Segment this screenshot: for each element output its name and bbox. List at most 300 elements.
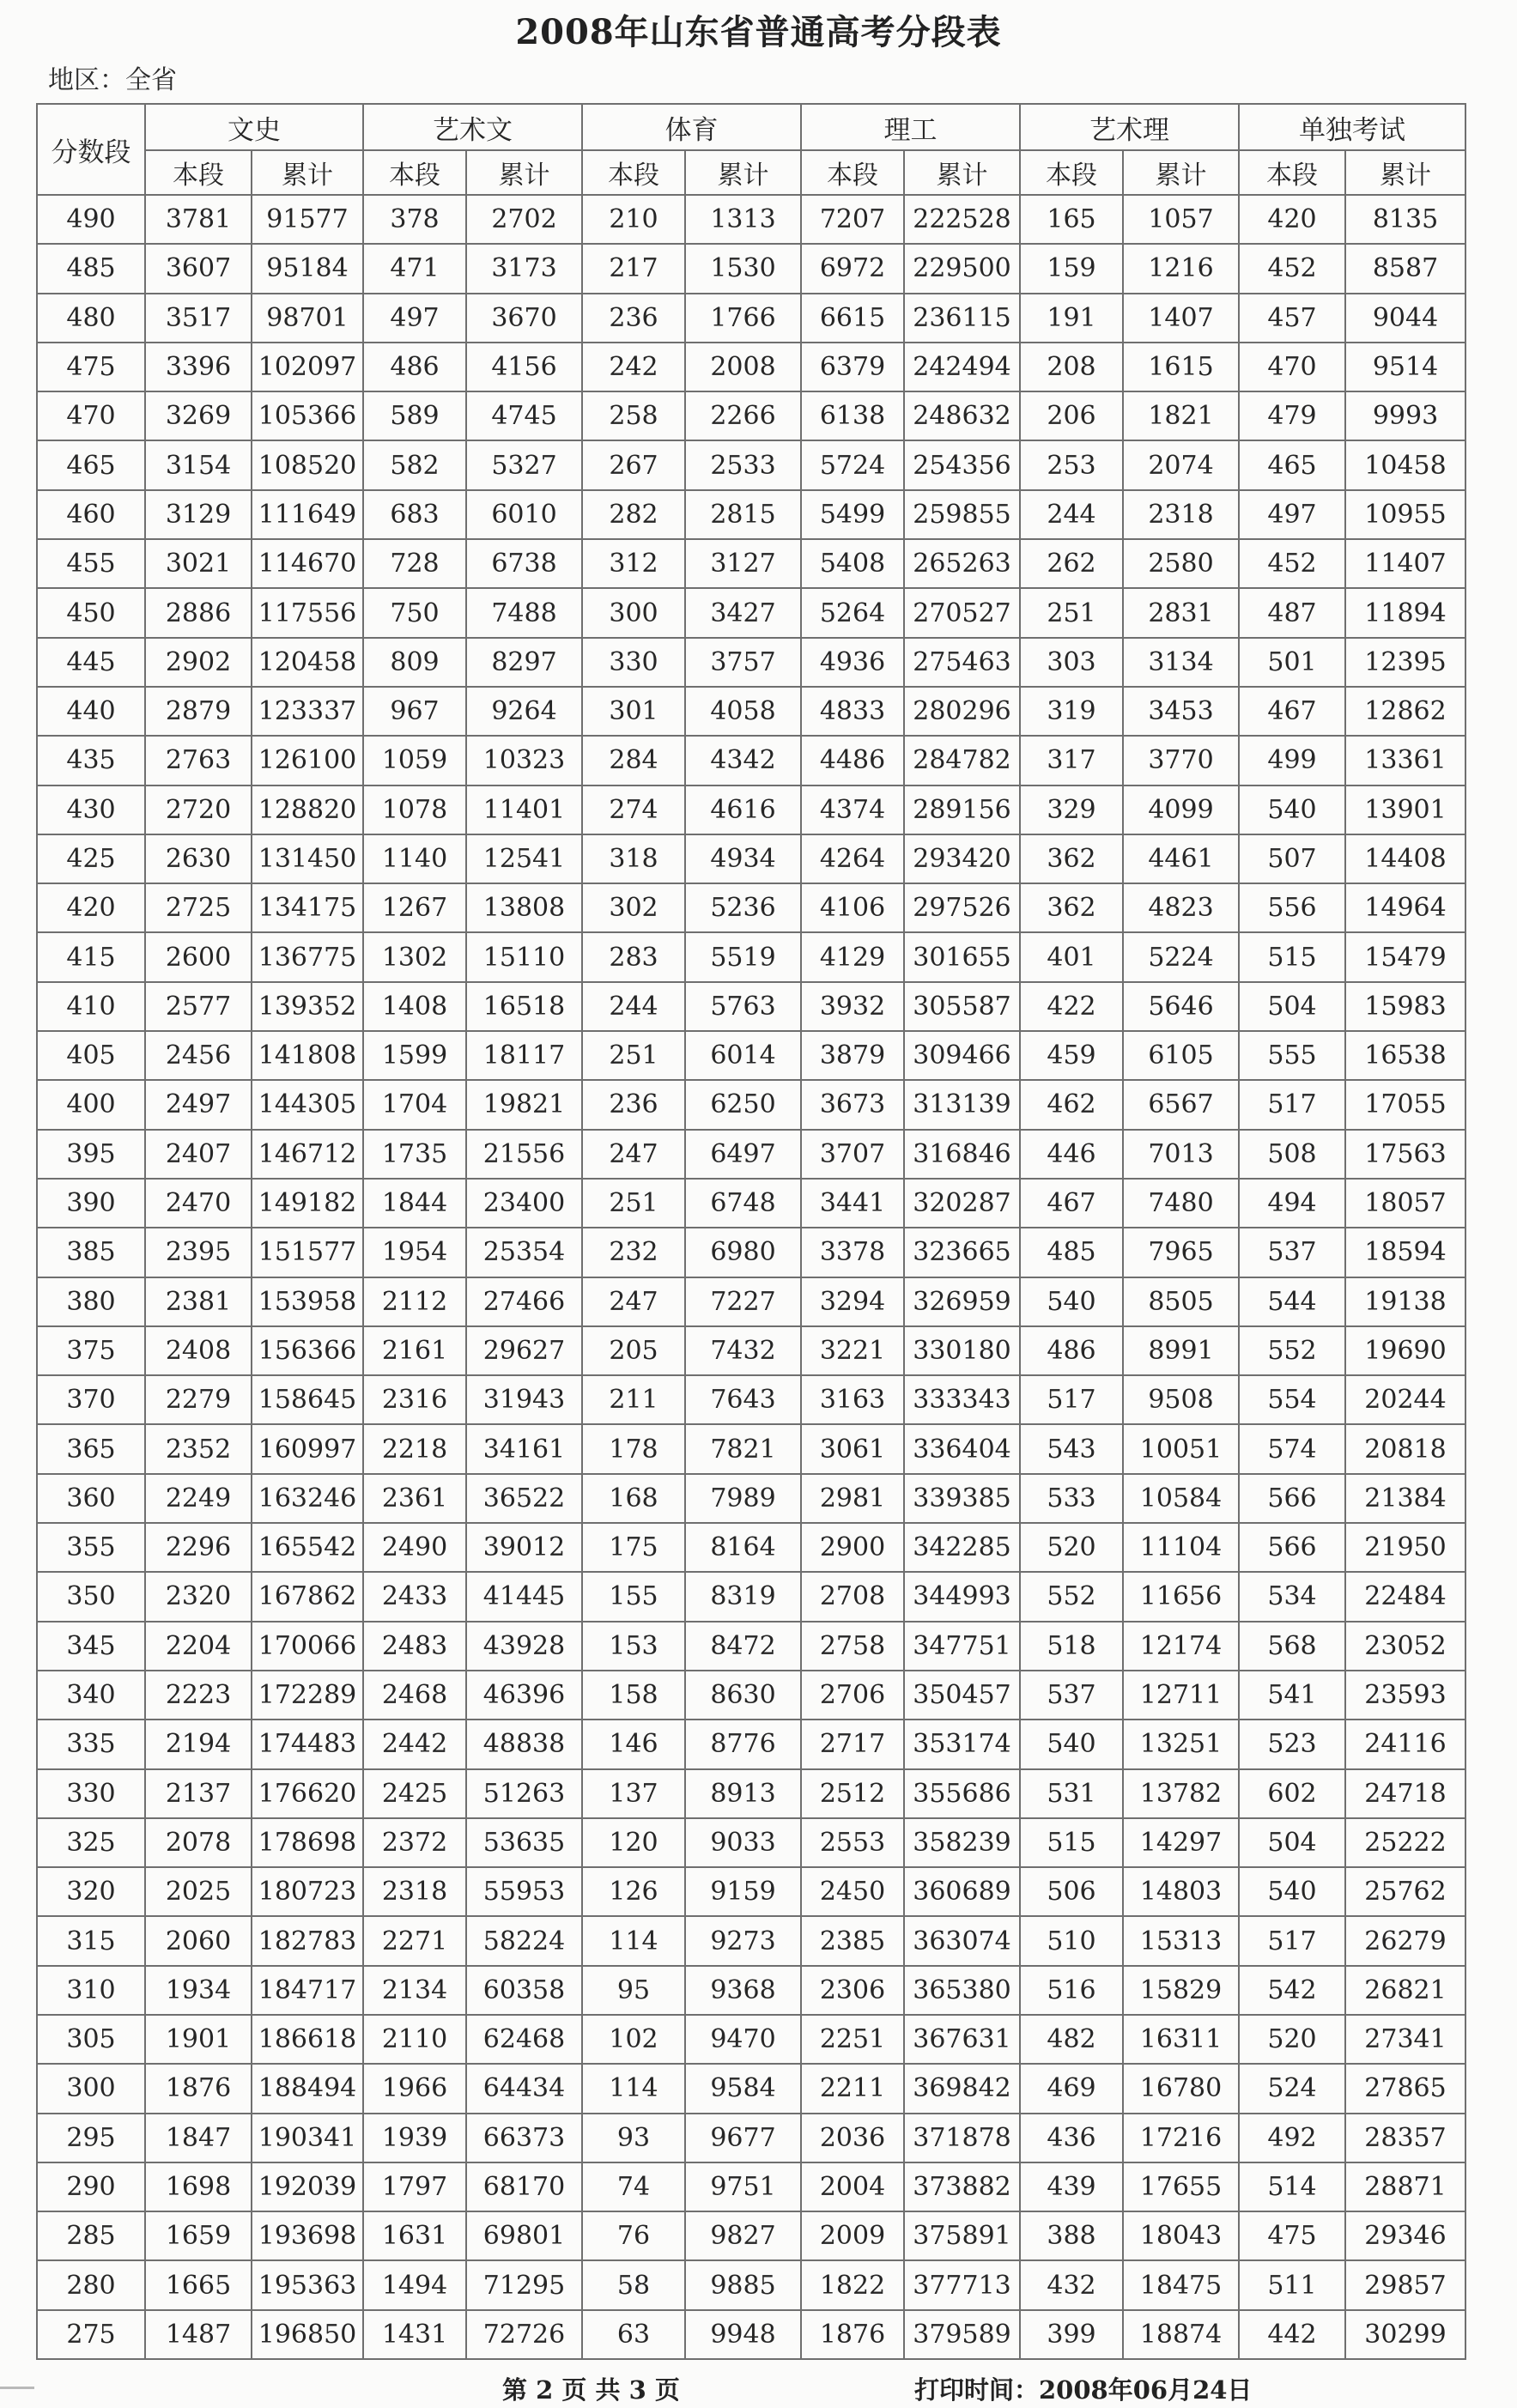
count-cell: 540 xyxy=(1239,785,1345,834)
count-cell: 2758 xyxy=(801,1622,904,1671)
score-cell: 400 xyxy=(37,1080,145,1129)
count-cell: 6972 xyxy=(801,244,904,293)
count-cell: 5264 xyxy=(801,588,904,637)
count-cell: 2763 xyxy=(145,736,252,785)
count-cell: 24718 xyxy=(1345,1769,1465,1818)
count-cell: 2296 xyxy=(145,1523,252,1572)
count-cell: 330 xyxy=(582,638,685,687)
count-cell: 3427 xyxy=(685,588,801,637)
count-cell: 293420 xyxy=(904,834,1020,883)
count-cell: 289156 xyxy=(904,785,1020,834)
count-cell: 9827 xyxy=(685,2211,801,2260)
count-cell: 4342 xyxy=(685,736,801,785)
count-cell: 126 xyxy=(582,1867,685,1916)
print-time: 打印时间：2008年06月24日 xyxy=(914,2375,1253,2405)
count-cell: 471 xyxy=(363,244,466,293)
count-cell: 422 xyxy=(1020,982,1123,1031)
count-cell: 2036 xyxy=(801,2114,904,2162)
count-cell: 284782 xyxy=(904,736,1020,785)
count-cell: 2318 xyxy=(363,1867,466,1916)
count-cell: 3932 xyxy=(801,982,904,1031)
count-cell: 486 xyxy=(1020,1326,1123,1375)
count-cell: 2316 xyxy=(363,1375,466,1424)
count-cell: 339385 xyxy=(904,1474,1020,1523)
count-cell: 3517 xyxy=(145,294,252,343)
count-cell: 1844 xyxy=(363,1179,466,1228)
count-cell: 17055 xyxy=(1345,1080,1465,1129)
count-cell: 5499 xyxy=(801,490,904,539)
count-cell: 210 xyxy=(582,195,685,244)
count-cell: 21556 xyxy=(466,1130,582,1179)
count-cell: 2433 xyxy=(363,1572,466,1621)
count-cell: 313139 xyxy=(904,1080,1020,1129)
score-cell: 315 xyxy=(37,1916,145,1965)
count-cell: 13782 xyxy=(1123,1769,1239,1818)
sub-header-segment: 本段 xyxy=(801,150,904,195)
score-cell: 420 xyxy=(37,883,145,932)
score-cell: 375 xyxy=(37,1326,145,1375)
count-cell: 163246 xyxy=(252,1474,363,1523)
table-row xyxy=(37,932,1465,981)
count-cell: 23593 xyxy=(1345,1671,1465,1720)
count-cell: 4833 xyxy=(801,687,904,736)
count-cell: 39012 xyxy=(466,1523,582,1572)
count-cell: 1659 xyxy=(145,2211,252,2260)
count-cell: 128820 xyxy=(252,785,363,834)
count-cell: 5224 xyxy=(1123,932,1239,981)
count-cell: 3396 xyxy=(145,343,252,391)
count-cell: 518 xyxy=(1020,1622,1123,1671)
count-cell: 2600 xyxy=(145,932,252,981)
count-cell: 16780 xyxy=(1123,2064,1239,2113)
count-cell: 11407 xyxy=(1345,539,1465,588)
count-cell: 1665 xyxy=(145,2260,252,2309)
count-cell: 378 xyxy=(363,195,466,244)
count-cell: 180723 xyxy=(252,1867,363,1916)
count-cell: 2981 xyxy=(801,1474,904,1523)
score-cell: 380 xyxy=(37,1277,145,1326)
count-cell: 602 xyxy=(1239,1769,1345,1818)
count-cell: 4616 xyxy=(685,785,801,834)
count-cell: 540 xyxy=(1020,1720,1123,1768)
count-cell: 16538 xyxy=(1345,1031,1465,1080)
count-cell: 48838 xyxy=(466,1720,582,1768)
score-cell: 470 xyxy=(37,391,145,440)
count-cell: 3607 xyxy=(145,244,252,293)
count-cell: 262 xyxy=(1020,539,1123,588)
count-cell: 8630 xyxy=(685,1671,801,1720)
count-cell: 193698 xyxy=(252,2211,363,2260)
count-cell: 2456 xyxy=(145,1031,252,1080)
count-cell: 8776 xyxy=(685,1720,801,1768)
count-cell: 2110 xyxy=(363,2015,466,2064)
count-cell: 178698 xyxy=(252,1818,363,1867)
score-cell: 385 xyxy=(37,1228,145,1277)
count-cell: 543 xyxy=(1020,1424,1123,1473)
table-row xyxy=(37,1031,1465,1080)
score-cell: 460 xyxy=(37,490,145,539)
count-cell: 117556 xyxy=(252,588,363,637)
count-cell: 728 xyxy=(363,539,466,588)
score-cell: 350 xyxy=(37,1572,145,1621)
table-row xyxy=(37,1228,1465,1277)
count-cell: 7432 xyxy=(685,1326,801,1375)
count-cell: 98701 xyxy=(252,294,363,343)
count-cell: 312 xyxy=(582,539,685,588)
count-cell: 17563 xyxy=(1345,1130,1465,1179)
count-cell: 470 xyxy=(1239,343,1345,391)
count-cell: 146712 xyxy=(252,1130,363,1179)
count-cell: 247 xyxy=(582,1277,685,1326)
count-cell: 1078 xyxy=(363,785,466,834)
count-cell: 160997 xyxy=(252,1424,363,1473)
count-cell: 71295 xyxy=(466,2260,582,2309)
score-cell: 320 xyxy=(37,1867,145,1916)
score-cell: 340 xyxy=(37,1671,145,1720)
count-cell: 105366 xyxy=(252,391,363,440)
count-cell: 552 xyxy=(1020,1572,1123,1621)
count-cell: 5408 xyxy=(801,539,904,588)
table-row xyxy=(37,1818,1465,1867)
count-cell: 469 xyxy=(1020,2064,1123,2113)
count-cell: 155 xyxy=(582,1572,685,1621)
count-cell: 2204 xyxy=(145,1622,252,1671)
count-cell: 6497 xyxy=(685,1130,801,1179)
count-cell: 1302 xyxy=(363,932,466,981)
table-row xyxy=(37,883,1465,932)
count-cell: 10051 xyxy=(1123,1424,1239,1473)
score-cell: 330 xyxy=(37,1769,145,1818)
count-cell: 18043 xyxy=(1123,2211,1239,2260)
count-cell: 165542 xyxy=(252,1523,363,1572)
count-cell: 62468 xyxy=(466,2015,582,2064)
count-cell: 809 xyxy=(363,638,466,687)
count-cell: 184717 xyxy=(252,1966,363,2015)
count-cell: 301 xyxy=(582,687,685,736)
count-cell: 28871 xyxy=(1345,2162,1465,2211)
count-cell: 1487 xyxy=(145,2310,252,2359)
score-cell: 345 xyxy=(37,1622,145,1671)
count-cell: 9751 xyxy=(685,2162,801,2211)
table-row xyxy=(37,1523,1465,1572)
count-cell: 683 xyxy=(363,490,466,539)
count-cell: 12395 xyxy=(1345,638,1465,687)
count-cell: 17655 xyxy=(1123,2162,1239,2211)
count-cell: 27865 xyxy=(1345,2064,1465,2113)
count-cell: 9885 xyxy=(685,2260,801,2309)
count-cell: 537 xyxy=(1239,1228,1345,1277)
count-cell: 123337 xyxy=(252,687,363,736)
count-cell: 12862 xyxy=(1345,687,1465,736)
count-cell: 29627 xyxy=(466,1326,582,1375)
count-cell: 2442 xyxy=(363,1720,466,1768)
table-row xyxy=(37,1622,1465,1671)
count-cell: 2706 xyxy=(801,1671,904,1720)
count-cell: 4099 xyxy=(1123,785,1239,834)
score-cell: 445 xyxy=(37,638,145,687)
count-cell: 486 xyxy=(363,343,466,391)
table-row xyxy=(37,982,1465,1031)
group-header-wenshi: 文史 xyxy=(145,104,363,150)
count-cell: 205 xyxy=(582,1326,685,1375)
count-cell: 7227 xyxy=(685,1277,801,1326)
count-cell: 487 xyxy=(1239,588,1345,637)
count-cell: 336404 xyxy=(904,1424,1020,1473)
count-cell: 2886 xyxy=(145,588,252,637)
score-cell: 370 xyxy=(37,1375,145,1424)
count-cell: 146 xyxy=(582,1720,685,1768)
count-cell: 3127 xyxy=(685,539,801,588)
score-cell: 395 xyxy=(37,1130,145,1179)
count-cell: 3061 xyxy=(801,1424,904,1473)
count-cell: 8505 xyxy=(1123,1277,1239,1326)
count-cell: 514 xyxy=(1239,2162,1345,2211)
count-cell: 6748 xyxy=(685,1179,801,1228)
table-row xyxy=(37,343,1465,391)
count-cell: 5519 xyxy=(685,932,801,981)
count-cell: 43928 xyxy=(466,1622,582,1671)
count-cell: 442 xyxy=(1239,2310,1345,2359)
count-cell: 31943 xyxy=(466,1375,582,1424)
count-cell: 302 xyxy=(582,883,685,932)
count-cell: 4129 xyxy=(801,932,904,981)
count-cell: 2249 xyxy=(145,1474,252,1523)
table-row xyxy=(37,294,1465,343)
count-cell: 3453 xyxy=(1123,687,1239,736)
count-cell: 18475 xyxy=(1123,2260,1239,2309)
count-cell: 1698 xyxy=(145,2162,252,2211)
table-row xyxy=(37,2064,1465,2113)
table-row xyxy=(37,2211,1465,2260)
score-cell: 440 xyxy=(37,687,145,736)
count-cell: 2025 xyxy=(145,1867,252,1916)
count-cell: 4106 xyxy=(801,883,904,932)
count-cell: 46396 xyxy=(466,1671,582,1720)
count-cell: 248632 xyxy=(904,391,1020,440)
count-cell: 358239 xyxy=(904,1818,1020,1867)
count-cell: 280296 xyxy=(904,687,1020,736)
count-cell: 2630 xyxy=(145,834,252,883)
count-cell: 6250 xyxy=(685,1080,801,1129)
count-cell: 344993 xyxy=(904,1572,1020,1621)
score-cell: 490 xyxy=(37,195,145,244)
count-cell: 365380 xyxy=(904,1966,1020,2015)
count-cell: 7965 xyxy=(1123,1228,1239,1277)
count-cell: 517 xyxy=(1239,1080,1345,1129)
sub-header-cumulative: 累计 xyxy=(466,150,582,195)
count-cell: 111649 xyxy=(252,490,363,539)
count-cell: 6138 xyxy=(801,391,904,440)
count-cell: 5724 xyxy=(801,440,904,489)
count-cell: 347751 xyxy=(904,1622,1020,1671)
count-cell: 2266 xyxy=(685,391,801,440)
table-row xyxy=(37,1424,1465,1473)
table-row xyxy=(37,1720,1465,1768)
count-cell: 6379 xyxy=(801,343,904,391)
count-cell: 1847 xyxy=(145,2114,252,2162)
count-cell: 367631 xyxy=(904,2015,1020,2064)
count-cell: 9044 xyxy=(1345,294,1465,343)
count-cell: 2902 xyxy=(145,638,252,687)
count-cell: 316846 xyxy=(904,1130,1020,1179)
count-cell: 102 xyxy=(582,2015,685,2064)
count-cell: 540 xyxy=(1239,1867,1345,1916)
count-cell: 3879 xyxy=(801,1031,904,1080)
table-row xyxy=(37,1916,1465,1965)
count-cell: 452 xyxy=(1239,244,1345,293)
table-row xyxy=(37,2114,1465,2162)
table-row xyxy=(37,1326,1465,1375)
count-cell: 1704 xyxy=(363,1080,466,1129)
count-cell: 497 xyxy=(1239,490,1345,539)
table-row xyxy=(37,1867,1465,1916)
count-cell: 114 xyxy=(582,1916,685,1965)
count-cell: 303 xyxy=(1020,638,1123,687)
group-header-dandukaoshi: 单独考试 xyxy=(1239,104,1465,150)
count-cell: 12541 xyxy=(466,834,582,883)
count-cell: 9677 xyxy=(685,2114,801,2162)
count-cell: 13808 xyxy=(466,883,582,932)
table-row xyxy=(37,1474,1465,1523)
count-cell: 446 xyxy=(1020,1130,1123,1179)
table-row xyxy=(37,1572,1465,1621)
count-cell: 20818 xyxy=(1345,1424,1465,1473)
count-cell: 3134 xyxy=(1123,638,1239,687)
count-cell: 175 xyxy=(582,1523,685,1572)
count-cell: 29857 xyxy=(1345,2260,1465,2309)
count-cell: 3163 xyxy=(801,1375,904,1424)
count-cell: 1216 xyxy=(1123,244,1239,293)
count-cell: 373882 xyxy=(904,2162,1020,2211)
region-label: 地区： xyxy=(48,65,125,95)
count-cell: 156366 xyxy=(252,1326,363,1375)
table-row xyxy=(37,638,1465,687)
scan-edge-mark xyxy=(0,2387,34,2389)
sub-header-cumulative: 累计 xyxy=(1123,150,1239,195)
count-cell: 300 xyxy=(582,588,685,637)
count-cell: 8587 xyxy=(1345,244,1465,293)
count-cell: 329 xyxy=(1020,785,1123,834)
score-cell: 295 xyxy=(37,2114,145,2162)
count-cell: 55953 xyxy=(466,1867,582,1916)
count-cell: 36522 xyxy=(466,1474,582,1523)
count-cell: 508 xyxy=(1239,1130,1345,1179)
count-cell: 2194 xyxy=(145,1720,252,1768)
count-cell: 76 xyxy=(582,2211,685,2260)
count-cell: 23052 xyxy=(1345,1622,1465,1671)
count-cell: 69801 xyxy=(466,2211,582,2260)
count-cell: 15479 xyxy=(1345,932,1465,981)
count-cell: 523 xyxy=(1239,1720,1345,1768)
count-cell: 353174 xyxy=(904,1720,1020,1768)
count-cell: 21384 xyxy=(1345,1474,1465,1523)
score-table-container xyxy=(36,103,1465,2360)
score-cell: 325 xyxy=(37,1818,145,1867)
count-cell: 126100 xyxy=(252,736,363,785)
count-cell: 439 xyxy=(1020,2162,1123,2211)
count-cell: 2725 xyxy=(145,883,252,932)
count-cell: 3670 xyxy=(466,294,582,343)
region-value: 全省 xyxy=(125,65,177,95)
count-cell: 275463 xyxy=(904,638,1020,687)
count-cell: 11401 xyxy=(466,785,582,834)
count-cell: 2425 xyxy=(363,1769,466,1818)
table-row xyxy=(37,195,1465,244)
count-cell: 2395 xyxy=(145,1228,252,1277)
score-cell: 425 xyxy=(37,834,145,883)
count-cell: 1934 xyxy=(145,1966,252,2015)
count-cell: 4745 xyxy=(466,391,582,440)
count-cell: 1876 xyxy=(801,2310,904,2359)
count-cell: 459 xyxy=(1020,1031,1123,1080)
count-cell: 350457 xyxy=(904,1671,1020,1720)
count-cell: 1313 xyxy=(685,195,801,244)
count-cell: 6014 xyxy=(685,1031,801,1080)
count-cell: 3294 xyxy=(801,1277,904,1326)
count-cell: 1059 xyxy=(363,736,466,785)
count-cell: 18594 xyxy=(1345,1228,1465,1277)
count-cell: 494 xyxy=(1239,1179,1345,1228)
count-cell: 326959 xyxy=(904,1277,1020,1326)
count-cell: 2211 xyxy=(801,2064,904,2113)
count-cell: 25762 xyxy=(1345,1867,1465,1916)
count-cell: 244 xyxy=(582,982,685,1031)
count-cell: 2306 xyxy=(801,1966,904,2015)
score-cell: 390 xyxy=(37,1179,145,1228)
count-cell: 9508 xyxy=(1123,1375,1239,1424)
count-cell: 9159 xyxy=(685,1867,801,1916)
table-row xyxy=(37,1277,1465,1326)
count-cell: 2831 xyxy=(1123,588,1239,637)
count-cell: 7989 xyxy=(685,1474,801,1523)
count-cell: 436 xyxy=(1020,2114,1123,2162)
count-cell: 222528 xyxy=(904,195,1020,244)
count-cell: 1735 xyxy=(363,1130,466,1179)
count-cell: 153958 xyxy=(252,1277,363,1326)
table-row xyxy=(37,1130,1465,1179)
count-cell: 17216 xyxy=(1123,2114,1239,2162)
count-cell: 4936 xyxy=(801,638,904,687)
count-cell: 217 xyxy=(582,244,685,293)
count-cell: 5236 xyxy=(685,883,801,932)
count-cell: 236115 xyxy=(904,294,1020,343)
count-cell: 2318 xyxy=(1123,490,1239,539)
count-cell: 134175 xyxy=(252,883,363,932)
region-line xyxy=(48,58,177,96)
count-cell: 18057 xyxy=(1345,1179,1465,1228)
count-cell: 13361 xyxy=(1345,736,1465,785)
table-row xyxy=(37,391,1465,440)
count-cell: 15983 xyxy=(1345,982,1465,1031)
count-cell: 511 xyxy=(1239,2260,1345,2309)
count-cell: 3269 xyxy=(145,391,252,440)
count-cell: 11656 xyxy=(1123,1572,1239,1621)
count-cell: 242 xyxy=(582,343,685,391)
table-row xyxy=(37,440,1465,489)
count-cell: 2251 xyxy=(801,2015,904,2064)
count-cell: 158 xyxy=(582,1671,685,1720)
count-cell: 555 xyxy=(1239,1031,1345,1080)
count-cell: 2004 xyxy=(801,2162,904,2211)
table-row xyxy=(37,1769,1465,1818)
count-cell: 158645 xyxy=(252,1375,363,1424)
sub-header-cumulative: 累计 xyxy=(1345,150,1465,195)
count-cell: 137 xyxy=(582,1769,685,1818)
count-cell: 3173 xyxy=(466,244,582,293)
count-cell: 15313 xyxy=(1123,1916,1239,1965)
count-cell: 375891 xyxy=(904,2211,1020,2260)
count-cell: 232 xyxy=(582,1228,685,1277)
